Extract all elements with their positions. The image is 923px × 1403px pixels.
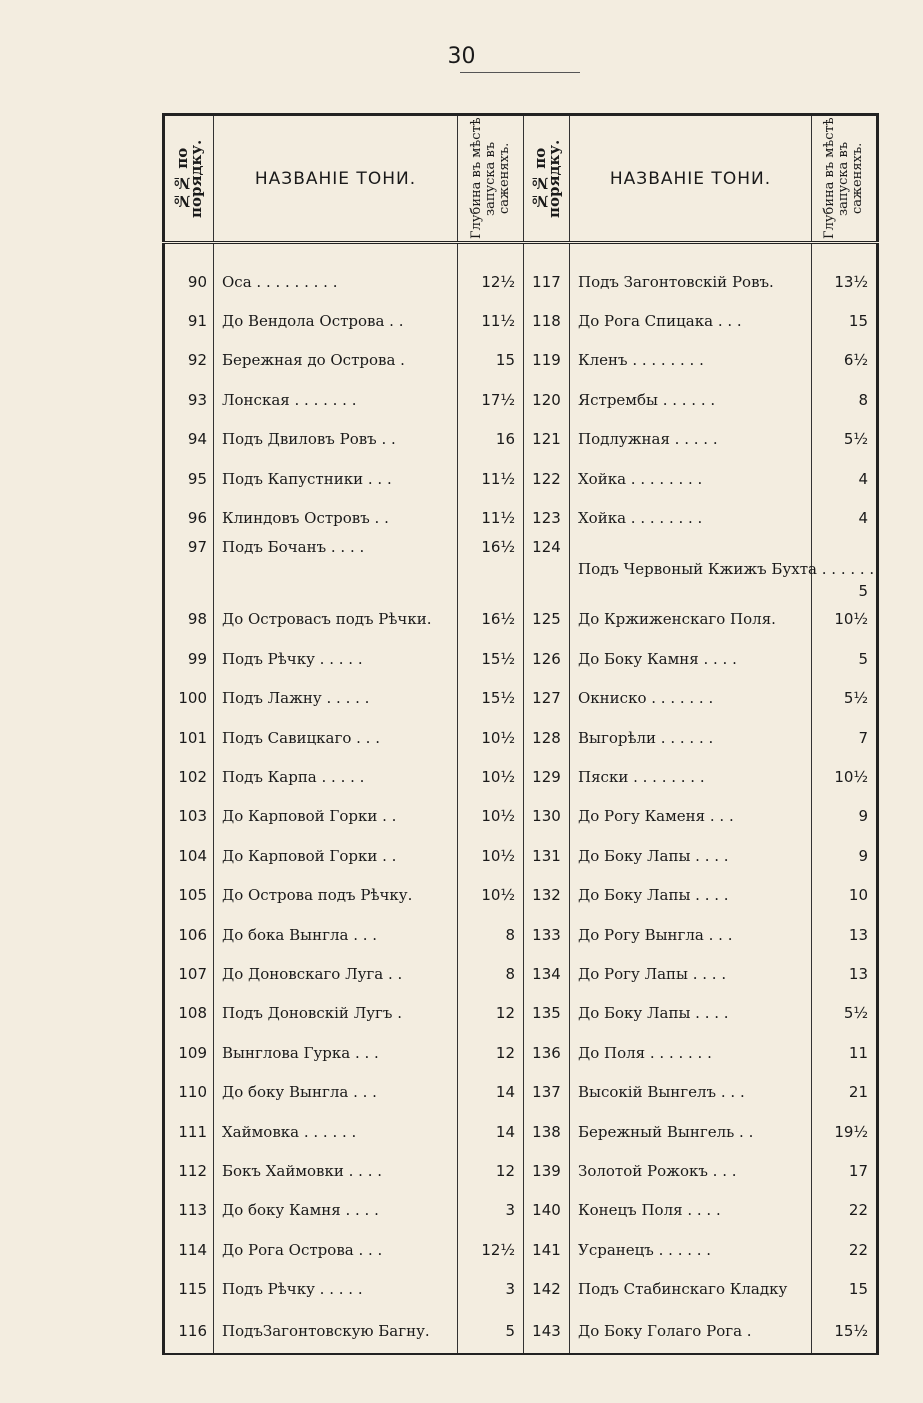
depth-right: 5½ bbox=[812, 679, 878, 718]
depth-left: 14 bbox=[458, 1072, 524, 1111]
row-number-left: 102 bbox=[164, 757, 214, 796]
table-row bbox=[164, 836, 878, 875]
row-number-left: 105 bbox=[164, 875, 214, 914]
row-number-left: 113 bbox=[164, 1191, 214, 1230]
depth-right: 10½ bbox=[812, 757, 878, 796]
depth-right: 22 bbox=[812, 1230, 878, 1269]
page-number-rule bbox=[460, 72, 580, 73]
row-number-left: 114 bbox=[164, 1230, 214, 1269]
tonya-name-right: Пяски . . . . . . . . bbox=[570, 757, 812, 796]
tonya-name-right: До Боку Лапы . . . . bbox=[570, 836, 812, 875]
tonya-name-left: Бережная до Острова . bbox=[214, 341, 458, 380]
table-row bbox=[164, 1151, 878, 1190]
row-number-left: 97 bbox=[164, 538, 214, 600]
row-number-right: 138 bbox=[524, 1112, 570, 1151]
depth-left: 12½ bbox=[458, 1230, 524, 1269]
depth-right: 15½ bbox=[812, 1309, 878, 1354]
depth-left: 12 bbox=[458, 994, 524, 1033]
table-row bbox=[164, 994, 878, 1033]
tonya-name-left: До Карповой Горки . . bbox=[214, 797, 458, 836]
row-number-left: 94 bbox=[164, 420, 214, 459]
row-number-right: 136 bbox=[524, 1033, 570, 1072]
table-row bbox=[164, 538, 878, 600]
tonya-name-right: Усранецъ . . . . . . bbox=[570, 1230, 812, 1269]
table-row bbox=[164, 420, 878, 459]
tonya-name-left: Вынглова Гурка . . . bbox=[214, 1033, 458, 1072]
table-row bbox=[164, 679, 878, 718]
tonya-name-right: Выгорѣли . . . . . . bbox=[570, 718, 812, 757]
header-depth-right: Глубина въ мѣстѣ запуска въ саженяхъ. bbox=[812, 115, 878, 243]
header-name-left: НАЗВАНІЕ ТОНИ. bbox=[214, 115, 458, 243]
tonya-name-right: Подъ Загонтовскій Ровъ. bbox=[570, 243, 812, 302]
page-number: 30 bbox=[447, 44, 476, 69]
row-number-left: 115 bbox=[164, 1269, 214, 1308]
depth-left: 15 bbox=[458, 341, 524, 380]
tonya-name-left: До Доновскаго Луга . . bbox=[214, 954, 458, 993]
depth-right: 5½ bbox=[812, 994, 878, 1033]
row-number-right: 129 bbox=[524, 757, 570, 796]
row-number-left: 91 bbox=[164, 301, 214, 340]
depth-left: 11½ bbox=[458, 498, 524, 537]
table-row bbox=[164, 1269, 878, 1308]
table-body bbox=[164, 243, 878, 1354]
row-number-right: 117 bbox=[524, 243, 570, 302]
row-number-right: 121 bbox=[524, 420, 570, 459]
tonya-name-left: Бокъ Хаймовки . . . . bbox=[214, 1151, 458, 1190]
tonya-name-left: Подъ Доновскій Лугъ . bbox=[214, 994, 458, 1033]
tonya-name-left: Подъ Савицкаго . . . bbox=[214, 718, 458, 757]
depth-right: 10 bbox=[812, 875, 878, 914]
row-number-left: 99 bbox=[164, 639, 214, 678]
depth-left: 15½ bbox=[458, 639, 524, 678]
tonya-name-left: Оса . . . . . . . . . bbox=[214, 243, 458, 302]
table-row bbox=[164, 1191, 878, 1230]
tonya-name-left: ПодъЗагонтовскую Багну. bbox=[214, 1309, 458, 1354]
header-depth-left: Глубина въ мѣстѣ запуска въ саженяхъ. bbox=[458, 115, 524, 243]
tonya-name-left: До боку Камня . . . . bbox=[214, 1191, 458, 1230]
tonya-name-right: Бережный Вынгель . . bbox=[570, 1112, 812, 1151]
depth-right: 19½ bbox=[812, 1112, 878, 1151]
depth-left: 3 bbox=[458, 1269, 524, 1308]
depth-right: 9 bbox=[812, 797, 878, 836]
tonya-name-right: Конецъ Поля . . . . bbox=[570, 1191, 812, 1230]
row-number-left: 112 bbox=[164, 1151, 214, 1190]
depth-left: 11½ bbox=[458, 459, 524, 498]
tonya-name-left: До Островасъ подъ Рѣчки. bbox=[214, 600, 458, 639]
row-number-right: 122 bbox=[524, 459, 570, 498]
depth-right: 5 bbox=[812, 639, 878, 678]
depth-left: 11½ bbox=[458, 301, 524, 340]
tonya-name-left: Хаймовка . . . . . . bbox=[214, 1112, 458, 1151]
row-number-right: 140 bbox=[524, 1191, 570, 1230]
tonya-name-right: До Рогу Каменя . . . bbox=[570, 797, 812, 836]
depth-left: 12 bbox=[458, 1151, 524, 1190]
tonya-name-right: До Боку Лапы . . . . bbox=[570, 994, 812, 1033]
row-number-right: 118 bbox=[524, 301, 570, 340]
tonya-name-left: Лонская . . . . . . . bbox=[214, 380, 458, 419]
table-row bbox=[164, 600, 878, 639]
tonya-name-right: Подлужная . . . . . bbox=[570, 420, 812, 459]
depth-right: 15 bbox=[812, 1269, 878, 1308]
depth-left: 16 bbox=[458, 420, 524, 459]
depth-right: 8 bbox=[812, 380, 878, 419]
header-number-right: №№ по порядку. bbox=[524, 115, 570, 243]
depth-right: 13 bbox=[812, 915, 878, 954]
tonya-name-right: Хойка . . . . . . . . bbox=[570, 459, 812, 498]
depth-left: 8 bbox=[458, 954, 524, 993]
row-number-left: 108 bbox=[164, 994, 214, 1033]
tonya-name-left: До Острова подъ Рѣчку. bbox=[214, 875, 458, 914]
depth-right: 13 bbox=[812, 954, 878, 993]
row-number-left: 110 bbox=[164, 1072, 214, 1111]
tonya-name-right: До Поля . . . . . . . bbox=[570, 1033, 812, 1072]
row-number-left: 116 bbox=[164, 1309, 214, 1354]
table-row bbox=[164, 915, 878, 954]
depth-left: 16½ bbox=[458, 600, 524, 639]
row-number-right: 127 bbox=[524, 679, 570, 718]
row-number-left: 98 bbox=[164, 600, 214, 639]
table-row bbox=[164, 341, 878, 380]
depth-left: 5 bbox=[458, 1309, 524, 1354]
table-row bbox=[164, 639, 878, 678]
depth-right: 9 bbox=[812, 836, 878, 875]
tonya-name-right: Окниско . . . . . . . bbox=[570, 679, 812, 718]
row-number-right: 128 bbox=[524, 718, 570, 757]
tonya-name-right: Подъ Стабинскаго Кладку bbox=[570, 1269, 812, 1308]
row-number-left: 107 bbox=[164, 954, 214, 993]
depth-right: 21 bbox=[812, 1072, 878, 1111]
table-row bbox=[164, 875, 878, 914]
row-number-right: 130 bbox=[524, 797, 570, 836]
depth-left: 15½ bbox=[458, 679, 524, 718]
table-row bbox=[164, 954, 878, 993]
tonya-name-right: Высокій Вынгелъ . . . bbox=[570, 1072, 812, 1111]
header-name-right: НАЗВАНІЕ ТОНИ. bbox=[570, 115, 812, 243]
table-row bbox=[164, 498, 878, 537]
row-number-left: 106 bbox=[164, 915, 214, 954]
row-number-right: 134 bbox=[524, 954, 570, 993]
depth-left: 10½ bbox=[458, 797, 524, 836]
table-row bbox=[164, 1033, 878, 1072]
tonya-name-left: Подъ Бочанъ . . . . bbox=[214, 538, 458, 600]
row-number-left: 103 bbox=[164, 797, 214, 836]
table-row bbox=[164, 1309, 878, 1354]
tonya-name-right: До Боку Камня . . . . bbox=[570, 639, 812, 678]
row-number-right: 139 bbox=[524, 1151, 570, 1190]
depth-left: 12 bbox=[458, 1033, 524, 1072]
row-number-right: 131 bbox=[524, 836, 570, 875]
depth-right: 4 bbox=[812, 498, 878, 537]
row-number-left: 100 bbox=[164, 679, 214, 718]
row-number-right: 142 bbox=[524, 1269, 570, 1308]
tonya-name-left: Подъ Рѣчку . . . . . bbox=[214, 1269, 458, 1308]
tonya-name-left: Подъ Капустники . . . bbox=[214, 459, 458, 498]
depth-left: 16½ bbox=[458, 538, 524, 600]
depth-right: 5½ bbox=[812, 420, 878, 459]
row-number-left: 90 bbox=[164, 243, 214, 302]
tonya-name-right: До Боку Голаго Рога . bbox=[570, 1309, 812, 1354]
depth-right: 6½ bbox=[812, 341, 878, 380]
table-row bbox=[164, 301, 878, 340]
row-number-right: 132 bbox=[524, 875, 570, 914]
depth-left: 12½ bbox=[458, 243, 524, 302]
tonya-name-right: До Боку Лапы . . . . bbox=[570, 875, 812, 914]
depth-right: 11 bbox=[812, 1033, 878, 1072]
tonya-name-right: Ястрембы . . . . . . bbox=[570, 380, 812, 419]
table-row bbox=[164, 1072, 878, 1111]
header-number-left: №№ по порядку. bbox=[164, 115, 214, 243]
table-row bbox=[164, 718, 878, 757]
depth-right: 5 bbox=[812, 538, 878, 600]
row-number-left: 104 bbox=[164, 836, 214, 875]
depth-left: 3 bbox=[458, 1191, 524, 1230]
depth-right: 22 bbox=[812, 1191, 878, 1230]
depth-right: 13½ bbox=[812, 243, 878, 302]
row-number-left: 96 bbox=[164, 498, 214, 537]
tonya-name-left: До бока Вынгла . . . bbox=[214, 915, 458, 954]
tonya-name-right: Хойка . . . . . . . . bbox=[570, 498, 812, 537]
tonya-name-right: До Рогу Вынгла . . . bbox=[570, 915, 812, 954]
tonya-name-left: До Карповой Горки . . bbox=[214, 836, 458, 875]
table-row bbox=[164, 797, 878, 836]
depth-right: 10½ bbox=[812, 600, 878, 639]
table-row bbox=[164, 380, 878, 419]
table-row bbox=[164, 757, 878, 796]
row-number-right: 133 bbox=[524, 915, 570, 954]
row-number-left: 111 bbox=[164, 1112, 214, 1151]
row-number-left: 95 bbox=[164, 459, 214, 498]
row-number-right: 124 bbox=[524, 538, 570, 600]
row-number-right: 123 bbox=[524, 498, 570, 537]
row-number-right: 143 bbox=[524, 1309, 570, 1354]
row-number-right: 135 bbox=[524, 994, 570, 1033]
table-row bbox=[164, 1112, 878, 1151]
tonya-name-left: До Вендола Острова . . bbox=[214, 301, 458, 340]
tonya-name-right: Подъ Червоный Кжижъ Бухта . . . . . . bbox=[570, 538, 812, 600]
table-row bbox=[164, 243, 878, 302]
tonya-name-right: Кленъ . . . . . . . . bbox=[570, 341, 812, 380]
depth-left: 17½ bbox=[458, 380, 524, 419]
depth-right: 7 bbox=[812, 718, 878, 757]
row-number-right: 120 bbox=[524, 380, 570, 419]
row-number-right: 141 bbox=[524, 1230, 570, 1269]
depth-right: 15 bbox=[812, 301, 878, 340]
tonya-name-left: Подъ Двиловъ Ровъ . . bbox=[214, 420, 458, 459]
tonya-name-left: До Рога Острова . . . bbox=[214, 1230, 458, 1269]
table-header-row bbox=[164, 115, 878, 243]
tonya-name-right: До Рога Спицака . . . bbox=[570, 301, 812, 340]
row-number-right: 126 bbox=[524, 639, 570, 678]
row-number-left: 92 bbox=[164, 341, 214, 380]
row-number-left: 109 bbox=[164, 1033, 214, 1072]
depth-left: 14 bbox=[458, 1112, 524, 1151]
table-row bbox=[164, 1230, 878, 1269]
depth-left: 10½ bbox=[458, 836, 524, 875]
tonya-name-left: До боку Вынгла . . . bbox=[214, 1072, 458, 1111]
depth-right: 4 bbox=[812, 459, 878, 498]
tonya-name-left: Подъ Карпа . . . . . bbox=[214, 757, 458, 796]
depth-left: 10½ bbox=[458, 875, 524, 914]
row-number-left: 101 bbox=[164, 718, 214, 757]
row-number-right: 137 bbox=[524, 1072, 570, 1111]
tonya-table bbox=[162, 113, 879, 1355]
tonya-name-right: До Рогу Лапы . . . . bbox=[570, 954, 812, 993]
depth-right: 17 bbox=[812, 1151, 878, 1190]
tonya-name-right: Золотой Рожокъ . . . bbox=[570, 1151, 812, 1190]
tonya-name-left: Подъ Лажну . . . . . bbox=[214, 679, 458, 718]
depth-left: 8 bbox=[458, 915, 524, 954]
row-number-left: 93 bbox=[164, 380, 214, 419]
row-number-right: 119 bbox=[524, 341, 570, 380]
tonya-name-left: Подъ Рѣчку . . . . . bbox=[214, 639, 458, 678]
row-number-right: 125 bbox=[524, 600, 570, 639]
depth-left: 10½ bbox=[458, 718, 524, 757]
depth-left: 10½ bbox=[458, 757, 524, 796]
tonya-name-left: Клиндовъ Островъ . . bbox=[214, 498, 458, 537]
table-row bbox=[164, 459, 878, 498]
tonya-name-right: До Кржиженскаго Поля. bbox=[570, 600, 812, 639]
